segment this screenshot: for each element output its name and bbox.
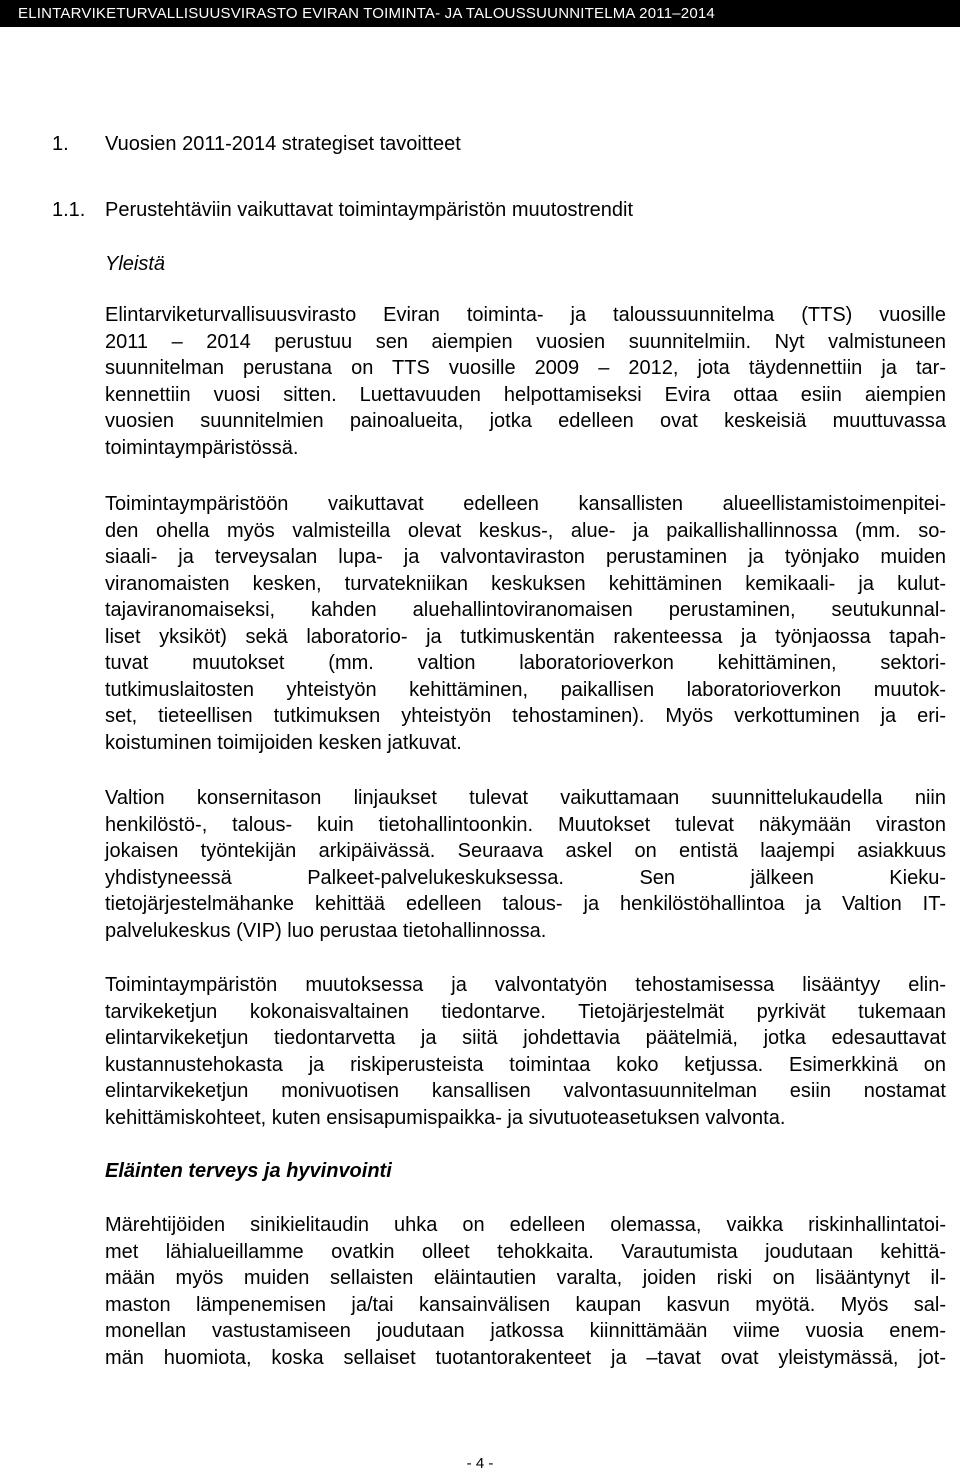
text-line: Toimintaympäristön muutoksessa ja valvontatyön tehostamisessa lisääntyy elin-	[105, 974, 946, 996]
page-number: - 4 -	[466, 1455, 494, 1472]
text-line: viranomaisten kesken, turvatekniikan keskuksen kehittäminen kemikaali- ja kulut-	[105, 572, 946, 595]
text-line: koistuminen toimijoiden kesken jatkuvat.	[105, 731, 462, 754]
text-line: tutkimuslaitosten yhteistyön kehittäminen, paikallisen laboratorioverkon muutok-	[105, 678, 946, 701]
text-line: tuvat muutokset (mm. valtion laboratorioverkon kehittäminen, sektori-	[105, 652, 946, 674]
text-line: tajaviranomaiseksi, kahden aluehallintoviranomaisen perustaminen, seutukunnal-	[105, 599, 946, 621]
text-line: jokaisen työntekijän arkipäivässä. Seuraava askel on entistä laajempi asiakkuus	[105, 840, 946, 862]
text-line: monellan vastustamiseen joudutaan jatkossa kiinnittämään viime vuosia enem-	[105, 1320, 946, 1342]
section-heading	[52, 131, 461, 157]
text-line: set, tieteellisen tutkimuksen yhteistyön tehostaminen). Myös verkottuminen ja eri-	[105, 705, 946, 727]
text-line: suunnitelman perustana on TTS vuosille 2009 – 2012, jota täydennettiin ja tar-	[105, 357, 946, 379]
text-line: mään myös muiden sellaisten eläintautien varalta, joiden riski on lisääntynyt il-	[105, 1267, 946, 1289]
section-number: 1.	[52, 133, 69, 155]
text-line: met lähialueillamme ovatkin olleet tehokkaita. Varautumista joudutaan kehittä-	[105, 1240, 946, 1263]
document-header: ELINTARVIKETURVALLISUUSVIRASTO EVIRAN TOIMINTA- JA TALOUSSUUNNITELMA 2011–2014	[0, 0, 960, 27]
text-line: tarvikeketjun kokonaisvaltainen tiedontarve. Tietojärjestelmät pyrkivät tukemaan	[105, 1000, 946, 1023]
text-line: män huomiota, koska sellaiset tuotantorakenteet ja –tavat ovat yleistymässä, jot-	[105, 1346, 946, 1369]
text-line: Valtion konsernitason linjaukset tulevat vaikuttamaan suunnittelukaudella niin	[105, 787, 946, 809]
yleista-paragraph-3	[105, 785, 946, 944]
text-line: vuosien suunnitelmien painoalueita, jotka edelleen ovat keskeisiä muuttuvassa	[105, 410, 946, 432]
text-line: elintarvikeketjun monivuotisen kansallisen valvontasuunnitelman esiin nostamat	[105, 1080, 946, 1102]
text-line: den ohella myös valmisteilla olevat keskus-, alue- ja paikallishallinnossa (mm. so-	[105, 519, 946, 542]
text-line: kehittämiskohteet, kuten ensisapumispaikka- ja sivutuoteasetuksen valvonta.	[105, 1106, 786, 1129]
elainten-paragraph-1	[105, 1212, 946, 1371]
text-line: Elintarviketurvallisuusvirasto Eviran toiminta- ja taloussuunnitelma (TTS) vuosille	[105, 304, 946, 326]
subsection-heading	[52, 197, 633, 223]
yleista-heading: Yleistä	[105, 253, 166, 275]
section-title: Vuosien 2011-2014 strategiset tavoitteet	[105, 133, 461, 155]
text-line: palvelukeskus (VIP) luo perustaa tietohallinnossa.	[105, 919, 547, 942]
subsection-number: 1.1.	[52, 199, 86, 221]
text-line: tietojärjestelmähanke kehittää edelleen talous- ja henkilöstöhallintoa ja Valtion IT-	[105, 893, 946, 915]
elainten-heading: Eläinten terveys ja hyvinvointi	[105, 1160, 392, 1182]
text-line: toimintaympäristössä.	[105, 436, 299, 459]
text-line: yhdistyneessä Palkeet-palvelukeskuksessa. Sen jälkeen Kieku-	[105, 866, 946, 889]
text-line: maston lämpenemisen ja/tai kansainvälisen kaupan kasvun myötä. Myös sal-	[105, 1293, 946, 1316]
text-line: 2011 – 2014 perustuu sen aiempien vuosien suunnitelmiin. Nyt valmistuneen	[105, 330, 946, 353]
text-line: Märehtijöiden sinikielitaudin uhka on edelleen olemassa, vaikka riskinhallintatoi-	[105, 1214, 946, 1236]
subsection-title: Perustehtäviin vaikuttavat toimintaympäristön muutostrendit	[105, 199, 634, 221]
yleista-paragraph-1	[105, 302, 946, 461]
text-line: siaali- ja terveysalan lupa- ja valvontaviraston perustaminen ja työnjako muiden	[105, 546, 946, 568]
yleista-paragraph-4	[105, 972, 946, 1131]
text-line: liset yksiköt) sekä laboratorio- ja tutkimuskentän rakenteessa ja työnjaossa tapah-	[105, 625, 946, 648]
text-line: elintarvikeketjun tiedontarvetta ja siitä johdettavia päätelmiä, jotka edesauttavat	[105, 1027, 946, 1049]
text-line: kennettiin vuosi sitten. Luettavuuden helpottamiseksi Evira ottaa esiin aiempien	[105, 383, 946, 406]
yleista-paragraph-2	[105, 491, 946, 756]
text-line: kustannustehokasta ja riskiperusteista toimintaa koko ketjussa. Esimerkkinä on	[105, 1053, 946, 1076]
text-line: henkilöstö-, talous- kuin tietohallintoonkin. Muutokset tulevat näkymään viraston	[105, 813, 946, 836]
text-line: Toimintaympäristöön vaikuttavat edelleen kansallisten alueellistamistoimenpitei-	[105, 493, 946, 515]
